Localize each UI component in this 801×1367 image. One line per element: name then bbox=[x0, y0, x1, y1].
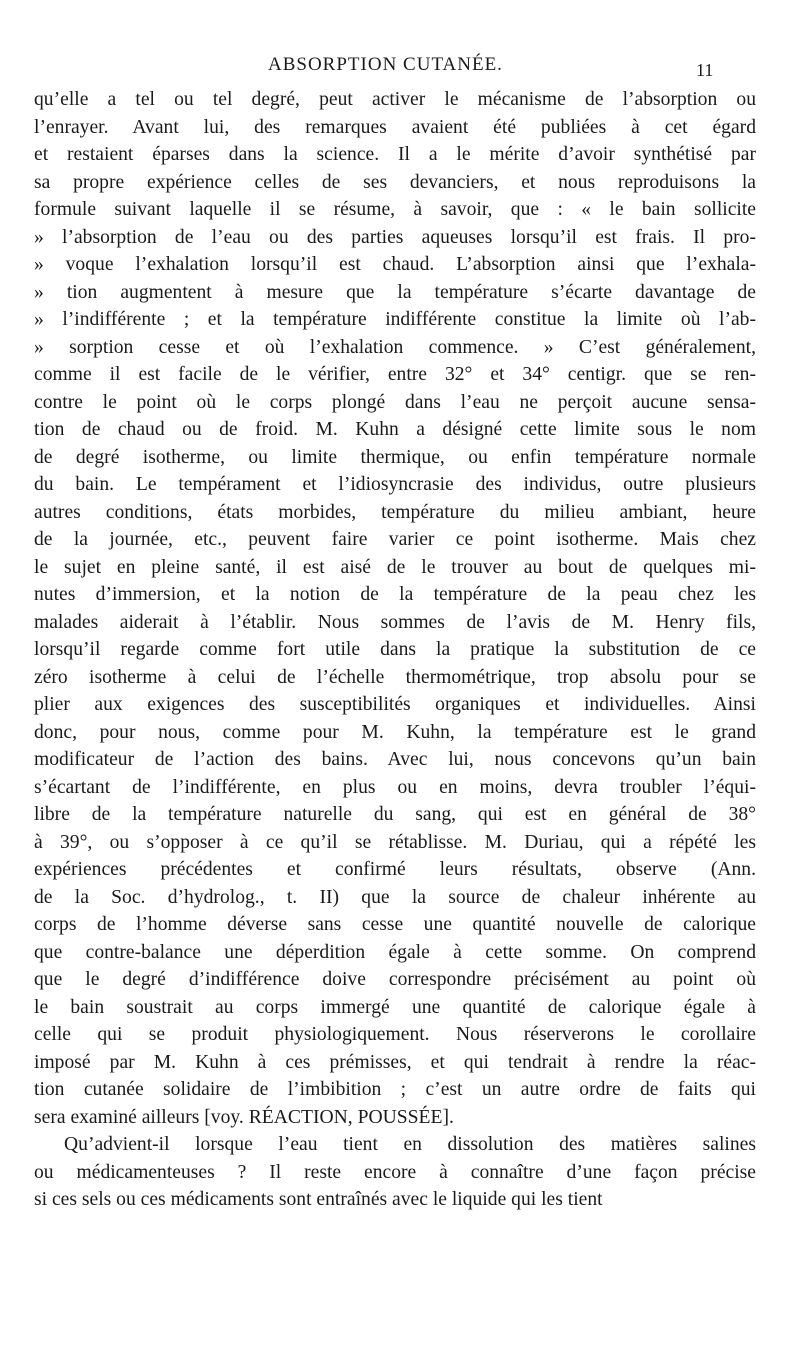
text-line: nutes d’immersion, et la notion de la température de la peau chez les bbox=[34, 584, 756, 605]
text-line: à 39°, ou s’opposer à ce qu’il se rétablisse. M. Duriau, qui a répété les bbox=[34, 831, 756, 853]
text-line: expériences précédentes et confirmé leurs résultats, observe (Ann. bbox=[34, 859, 756, 880]
text-line: » l’indifférente ; et la température indifférente constitue la limite où l’ab- bbox=[34, 309, 756, 330]
text-line: l’enrayer. Avant lui, des remarques avaient été publiées à cet égard bbox=[34, 116, 756, 138]
text-line: sera examiné ailleurs [voy. RÉACTION, POUSSÉE]. bbox=[34, 1106, 454, 1128]
text-line: si ces sels ou ces médicaments sont entraînés avec le liquide qui les tient bbox=[34, 1189, 603, 1210]
text-line: zéro isotherme à celui de l’échelle thermométrique, trop absolu pour se bbox=[34, 666, 756, 688]
text-line: » l’absorption de l’eau ou des parties aqueuses lorsqu’il est frais. Il pro- bbox=[34, 226, 756, 248]
text-line: que le degré d’indifférence doive correspondre précisément au point où bbox=[34, 969, 756, 990]
text-line: du bain. Le tempérament et l’idiosyncrasie des individus, outre plusieurs bbox=[34, 474, 756, 495]
text-line: le sujet en pleine santé, il est aisé de le trouver au bout de quelques mi- bbox=[34, 556, 756, 578]
body-text bbox=[34, 86, 756, 1214]
text-line: imposé par M. Kuhn à ces prémisses, et qui tendrait à rendre la réac- bbox=[34, 1051, 756, 1073]
text-line: Qu’advient-il lorsque l’eau tient en dissolution des matières salines bbox=[64, 1134, 756, 1155]
text-line: le bain soustrait au corps immergé une quantité de calorique égale à bbox=[34, 996, 756, 1018]
text-line: libre de la température naturelle du sang, qui est en général de 38° bbox=[34, 804, 756, 825]
text-line: corps de l’homme déverse sans cesse une quantité nouvelle de calorique bbox=[34, 914, 756, 935]
running-head bbox=[0, 54, 801, 84]
text-line: contre le point où le corps plongé dans l’eau ne perçoit aucune sensa- bbox=[34, 391, 756, 413]
text-line: s’écartant de l’indifférente, en plus ou en moins, devra troubler l’équi- bbox=[34, 776, 756, 798]
page-number: 11 bbox=[696, 60, 714, 80]
text-line: » sorption cesse et où l’exhalation commence. » C’est généralement, bbox=[34, 336, 756, 358]
text-line: autres conditions, états morbides, température du milieu ambiant, heure bbox=[34, 501, 756, 523]
text-line: lorsqu’il regarde comme fort utile dans la pratique la substitution de ce bbox=[34, 639, 756, 660]
text-line: donc, pour nous, comme pour M. Kuhn, la température est le grand bbox=[34, 721, 756, 743]
text-line: de degré isotherme, ou limite thermique, ou enfin température normale bbox=[34, 446, 756, 468]
text-line: plier aux exigences des susceptibilités organiques et individuelles. Ainsi bbox=[34, 694, 756, 715]
text-line: et restaient éparses dans la science. Il a le mérite d’avoir synthétisé par bbox=[34, 144, 756, 165]
running-title: ABSORPTION CUTANÉE. bbox=[268, 54, 503, 75]
text-line: que contre-balance une déperdition égale à cette somme. On comprend bbox=[34, 941, 756, 963]
text-line: tion de chaud ou de froid. M. Kuhn a désigné cette limite sous le nom bbox=[34, 419, 756, 440]
text-line: qu’elle a tel ou tel degré, peut activer le mécanisme de l’absorption ou bbox=[34, 89, 756, 110]
text-line: tion cutanée solidaire de l’imbibition ; c’est un autre ordre de faits qui bbox=[34, 1079, 756, 1100]
text-line: modificateur de l’action des bains. Avec lui, nous concevons qu’un bain bbox=[34, 749, 756, 770]
text-line: » voque l’exhalation lorsqu’il est chaud. L’absorption ainsi que l’exhala- bbox=[34, 254, 756, 275]
text-line: » tion augmentent à mesure que la température s’écarte davantage de bbox=[34, 281, 756, 303]
text-line: ou médicamenteuses ? Il reste encore à connaître d’une façon précise bbox=[34, 1161, 756, 1183]
text-line: comme il est facile de le vérifier, entre 32° et 34° centigr. que se ren- bbox=[34, 364, 756, 385]
text-line: sa propre expérience celles de ses devanciers, et nous reproduisons la bbox=[34, 171, 756, 193]
text-line: de la Soc. d’hydrolog., t. II) que la source de chaleur inhérente au bbox=[34, 886, 756, 908]
text-line: celle qui se produit physiologiquement. Nous réserverons le corollaire bbox=[34, 1024, 756, 1045]
text-line: de la journée, etc., peuvent faire varier ce point isotherme. Mais chez bbox=[34, 529, 756, 550]
text-line: malades aiderait à l’établir. Nous sommes de l’avis de M. Henry fils, bbox=[34, 611, 756, 633]
text-line: formule suivant laquelle il se résume, à savoir, que : « le bain sollicite bbox=[34, 199, 756, 220]
